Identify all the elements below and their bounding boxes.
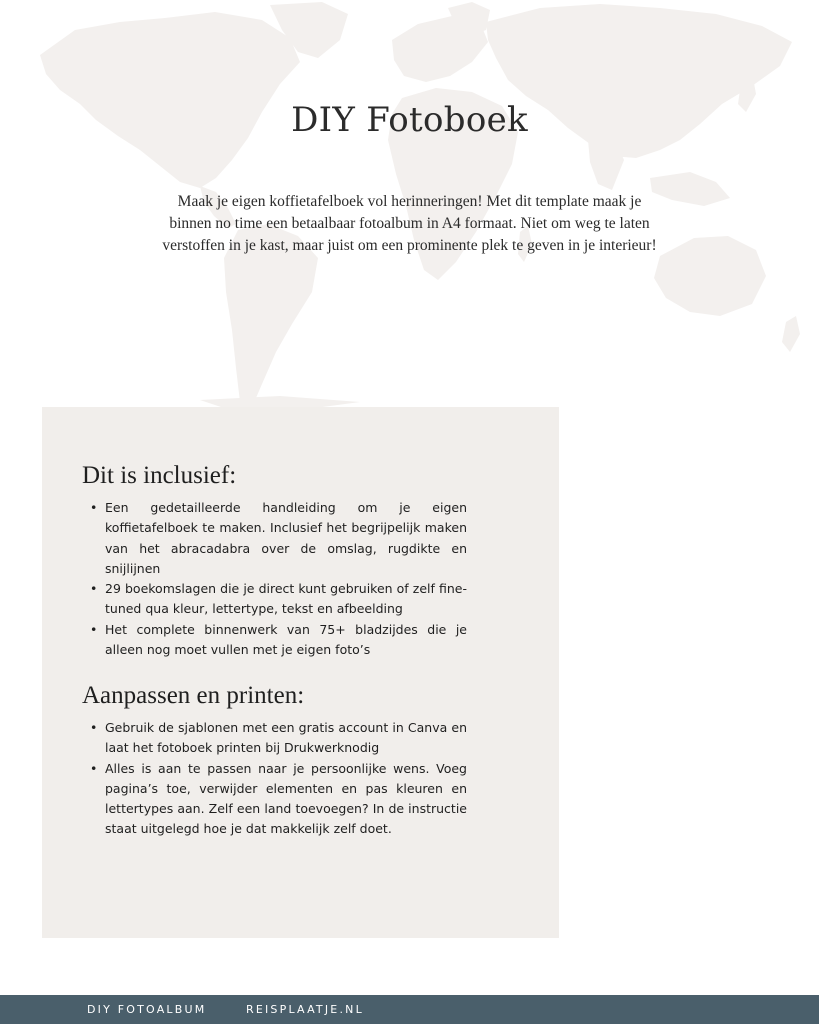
bullet-dot-icon: • xyxy=(90,581,98,597)
section-heading-inclusief: Dit is inclusief: xyxy=(82,462,237,489)
list-item xyxy=(90,498,467,579)
intro-paragraph: Maak je eigen koffietafelboek vol herinneringen! Met dit template maak je binnen no time een betaalbaar fotoalbum in A4 formaat. Niet om weg te laten verstoffen in je kast, maar juist om een prominente plek te geven in je interieur! xyxy=(162,193,657,254)
bullet-dot-icon: • xyxy=(90,500,98,515)
bullet-dot-icon: • xyxy=(90,621,98,637)
bullet-dot-icon: • xyxy=(90,720,98,735)
list-item-text: Alles is aan te passen naar je persoonlijke wens. Voeg pagina’s toe, verwijder elementen en pas kleuren en lettertypes aan. Zelf een land toevoegen? In de instructie staat uitgelegd hoe je dat makkelijk zelf doet. xyxy=(105,760,467,837)
list-item-text: Een gedetailleerde handleiding om je eigen koffietafelboek te maken. Inclusief het begrijpelijk maken van het abracadabra over de omslag, rugdikte en snijlijnen xyxy=(105,500,467,576)
list-item xyxy=(90,620,467,661)
footer-product-label: DIY FOTOALBUM xyxy=(87,1003,207,1016)
inclusief-list xyxy=(90,498,467,660)
page-title: DIY Fotoboek xyxy=(291,100,528,140)
info-panel xyxy=(42,407,559,938)
list-item xyxy=(90,759,467,840)
list-item xyxy=(90,718,467,759)
aanpassen-list xyxy=(90,718,467,840)
list-item-text: Het complete binnenwerk van 75+ bladzijdes die je alleen nog moet vullen met je eigen foto’s xyxy=(105,621,467,658)
footer-bar xyxy=(0,995,819,1024)
bullet-dot-icon: • xyxy=(90,760,98,776)
footer-website-label: REISPLAATJE.NL xyxy=(246,1003,364,1016)
section-heading-aanpassen: Aanpassen en printen: xyxy=(82,682,305,709)
list-item xyxy=(90,579,467,620)
list-item-text: Gebruik de sjablonen met een gratis account in Canva en laat het fotoboek printen bij Drukwerknodig xyxy=(105,720,467,756)
list-item-text: 29 boekomslagen die je direct kunt gebruiken of zelf fine-tuned qua kleur, lettertype, tekst en afbeelding xyxy=(105,581,467,617)
